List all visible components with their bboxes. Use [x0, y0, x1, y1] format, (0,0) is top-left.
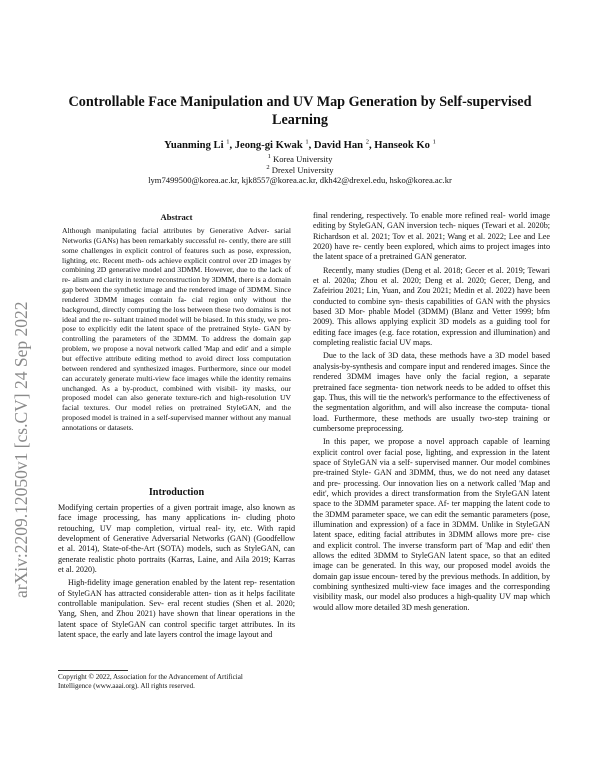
body-line: Gecer, Deng, and Zafeiriou 2021; Lin, Yuan, and Zou 2021; [313, 276, 551, 296]
body-line: space, so that an edited image can be generated. In this way, [313, 551, 551, 571]
intro-line: cluding photo retouching, UV map completion, virtual real- [58, 513, 296, 533]
body-paragraph [313, 266, 550, 349]
body-line: Medin et al. 2022) have been conducted to combine syn- [313, 286, 550, 306]
body-paragraph [313, 351, 550, 434]
affiliation-line [60, 165, 540, 176]
body-line: GAN and 3DMM, thus, we do not need any dataset and pre- [313, 468, 551, 488]
author-name: Jeong-gi Kwak [234, 140, 303, 151]
body-line: final rendering, respectively. To enable more refined real- [313, 211, 506, 220]
intro-paragraph [58, 503, 295, 575]
copyright-footnote [58, 673, 295, 691]
intro-line: StyleGAN can control specific target attributes. In its latent [58, 619, 296, 640]
author-affiliation-mark: 2 [365, 138, 369, 146]
abstract-line: and synthesized images. Furthermore, since our model can [62, 363, 291, 383]
abstract-line: a domain gap between the synthetic image and the rendered [62, 275, 291, 295]
body-line: visibility mask, our model also produces a high-quality UV [313, 592, 511, 602]
author-name: Yuanming Li [164, 140, 224, 151]
intro-line: photo portraits (Karras, Laine, and Aila 2019; Karras et al. [58, 554, 296, 575]
body-line: space, editing facial attributes in 3DMM allows more pre- [334, 530, 534, 540]
intro-line: Modifying certain properties of a given portrait image, also [58, 503, 260, 512]
abstract-line: accurately generate multi-view face images while the identity [74, 373, 265, 383]
abstract-line: features such as pose, expression, lighting, etc. Recent meth- [62, 245, 291, 265]
body-line: cently been explored, which aims to project images into the [313, 242, 551, 262]
body-line: we can edit the semantic parameters (pose, illumination and [313, 509, 550, 529]
body-line: rendered images. Since the rendered 3DMM images have [313, 361, 550, 382]
body-line: segmentation algorithm, and will also increase the computa- [325, 403, 529, 413]
intro-line: known as face image processing, has many applications in- [58, 503, 295, 523]
arxiv-identifier-stamp [6, 200, 34, 600]
intro-paragraph [58, 578, 295, 640]
intro-line: Networks (GAN) (Goodfellow et al. 2014), State-of-the-Art [58, 534, 296, 554]
affiliation-mark: 2 [266, 163, 270, 171]
abstract-line: pose to explicitly edit the latent space of the pretrained Style- [62, 324, 261, 334]
body-line: will tie the network's performance to the effectiveness of the [313, 392, 550, 413]
abstract-line: sarial Networks (GANs) has been remarkably successful re- [62, 226, 291, 245]
title-line: Controllable Face Manipulation and UV Map Generation by Self-supervised [68, 94, 532, 110]
body-line: latent space of a pretrained GAN generator. [324, 252, 467, 262]
title-line: Learning [272, 112, 328, 128]
right-column-body [313, 211, 550, 613]
intro-line: 2021) have shown that linear operations in the latent space of [58, 609, 296, 629]
body-line: of learning explicit control over facial pose, lighting, and [313, 437, 550, 457]
abstract-line: pretrained StyleGAN, and the proposed model is trained in [62, 403, 291, 423]
intro-line: eral recent studies (Shen et al. 2020; Yang, Shen, and Zhou [58, 599, 295, 619]
body-line: expression) of a face in 3DMM. Unlike in StyleGAN latent [313, 519, 551, 540]
abstract-line: the loss between these two domains is not ideal and the re- [62, 304, 291, 324]
abstract-line: GAN by controlling the parameters of the 3DMM. To address [62, 324, 291, 344]
body-line: and edit' then allows the edited 3DMM to StyleGAN latent [313, 540, 551, 560]
body-line: StyleGAN latent space to the 3DMM parameter space. Af- [313, 488, 551, 509]
footnote-divider [58, 670, 128, 671]
body-line: tional load. Furthermore, these methods are usually two-step [313, 403, 551, 423]
abstract-line: Although manipulating facial attributes by Generative Adver- [62, 226, 270, 235]
intro-line: 2020). [75, 565, 97, 575]
body-line: and edit', which provides a direct transformation from the [313, 478, 551, 498]
body-line: map which would allow more detailed 3D mesh generation. [313, 592, 551, 612]
abstract-line: cial region only without the background, directly computing [62, 294, 291, 314]
body-line: expression in the latent space of StyleGAN via a self- [313, 447, 551, 467]
body-line: In this paper, we propose a novel approach capable [323, 437, 508, 447]
author-affiliation-mark: 1 [305, 138, 309, 146]
arxiv-stamp-text: arXiv:2209.12050v1 [cs.CV] 24 Sep 2022 [11, 301, 31, 598]
intro-line: tion as it helps facilitate controllable manipulation. Sev- [58, 588, 295, 609]
abstract-line: and high-resolution UV facial textures. Our model relies on [62, 393, 291, 413]
abstract-line: ods achieve explicit control over 2D images by combining 2D [62, 255, 291, 275]
affiliation-name: Korea University [272, 154, 333, 164]
abstract-line: generative model and 3DMM. However, due to the lack of re- [62, 265, 291, 285]
body-line: cise and explicit control. The inverse transform part of 'Map [313, 530, 551, 550]
body-line: world image editing by StyleGAN, GAN inversion tech- [313, 211, 551, 231]
introduction-heading: Introduction [148, 487, 205, 498]
body-line: illumination) and completing realistic facial UV maps. [313, 327, 550, 348]
author-list: Yuanming Li $^1$, Jeong-gi Kwak $^1$, David Han $^2$, Hanseok Ko $^1$ [164, 138, 436, 151]
body-line: model based analysis-by-synthesis and compare input and [313, 351, 551, 371]
author-affiliation-mark: 1 [432, 138, 436, 146]
body-line: for editing face images (e.g. face rotation, expression and [313, 317, 550, 337]
body-line: This allows applying explicit 3D models as a guiding tool [337, 317, 538, 327]
body-line: processing. Our innovation lies on a network called 'Map [343, 478, 536, 488]
body-line: tion network needs to be added to offset this gap. Thus, this [313, 382, 550, 402]
body-line: 2019; Tewari et al. 2020a; Zhou et al. 2020; Deng et al. 2020; [313, 265, 550, 286]
author-emails: lym7499500@korea.ac.kr, kjk8557@korea.ac.kr, dkh42@drexel.edu, hsko@korea.ac.kr [148, 175, 452, 185]
body-line: synthesized multi-view face images and the corresponding [351, 582, 550, 592]
footnote-line: Copyright © 2022, Association for the Advancement of Artificial [58, 673, 243, 681]
abstract-line: cently, there are still some challenges in explicit control of [62, 235, 291, 255]
affiliations [60, 154, 540, 186]
body-line: only the facial region, a separate pretrained face segmenta- [313, 372, 551, 392]
intro-line: ity, etc. With rapid development of Generative Adversarial [58, 523, 296, 544]
abstract-line: datasets. [107, 422, 134, 432]
body-line: Due to the lack of 3D data, these methods have a 3D [323, 351, 506, 361]
affiliation-name: Drexel University [271, 164, 334, 175]
body-paragraph [313, 211, 550, 263]
body-line: tered by the previous methods. In addition, by combining [313, 571, 551, 592]
footnote-line: Intelligence (www.aaai.org). All rights reserved. [58, 682, 195, 690]
author-name: David Han [313, 140, 364, 151]
body-line: niques (Tewari et al. 2020b; Richardson et al. 2021; Tov [313, 221, 551, 241]
abstract-line: sultant trained model will be biased. In this study, we pro- [113, 314, 291, 324]
abstract-line: the domain gap problem, we propose a noval network called [62, 334, 291, 354]
author-name: Hanseok Ko [374, 140, 430, 151]
introduction-body [58, 503, 295, 640]
body-line: Recently, many studies (Deng et al. 2018; Gecer et al. [323, 265, 504, 275]
author-affiliation-mark: 1 [226, 138, 230, 146]
body-line: phable Model (3DMM) (Blanz and Vetter 1999; bfm 2009). [313, 307, 550, 327]
body-line: ter mapping the latent code to the 3DMM parameter space, [313, 499, 550, 519]
abstract-line: ity masks, our proposed model can also generate texture-rich [62, 383, 291, 403]
abstract-text [62, 226, 291, 433]
body-paragraph [313, 437, 550, 613]
intro-line: resentation of StyleGAN has attracted considerable atten- [58, 578, 295, 598]
intro-line: (SOTA) models, such as StyleGAN, can generate realistic [58, 544, 295, 564]
affiliation-mark: 1 [267, 153, 271, 161]
intro-line: High-fidelity image generation enabled by the latent rep- [68, 578, 257, 588]
abstract-line: a self-supervised manner without any manual annotations or [62, 413, 291, 432]
abstract-heading: Abstract [160, 212, 193, 222]
abstract-line: remains unchanged. As a by-product, combined with visibil- [62, 373, 291, 393]
abstract-line: image of 3DMM. Since rendered 3DMM images contain fa- [62, 285, 291, 304]
affiliation-line [60, 154, 540, 165]
abstract-line: 'Map and edit' and a simple but effective attribute editing [62, 344, 291, 363]
paper-title [60, 93, 540, 129]
body-line: our proposed model avoids the domain gap issue encoun- [313, 561, 551, 581]
body-line: training or cumbersome preprocessing. [313, 413, 551, 433]
abstract-body [62, 226, 291, 433]
intro-line: space, the early and late layers control the image layout and [78, 630, 273, 640]
body-line: et al. 2021; Wang et al. 2022; Lee and Lee 2020) have re- [313, 231, 551, 252]
body-line: thesis capabilities of GAN with the physics based 3D Mor- [313, 296, 550, 317]
abstract-line: method to avoid direct loss computation between rendered [62, 353, 291, 373]
body-line: supervised manner. Our model combines pre-trained Style- [313, 457, 551, 478]
abstract-line: alism and clarity in texture reconstruction by 3DMM, there is [72, 275, 261, 285]
